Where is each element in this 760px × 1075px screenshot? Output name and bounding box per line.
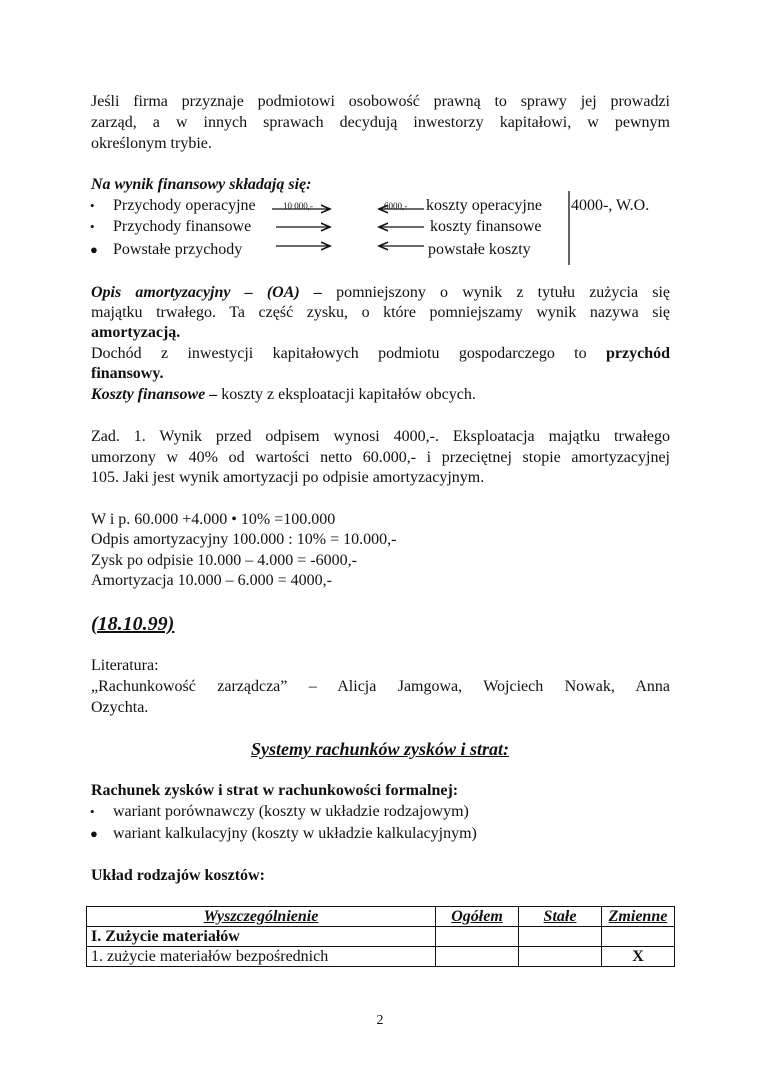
oa-line-1 bbox=[91, 283, 670, 303]
wynik-right-item: koszty operacyjne bbox=[426, 197, 542, 214]
oa-text: pomniejszony o wynik z tytułu zużycia się bbox=[321, 284, 671, 301]
table-cell bbox=[519, 947, 602, 967]
calc-line: Zysk po odpisie 10.000 – 4.000 = -6000,- bbox=[91, 552, 357, 569]
intro-line-1: Jeśli firma przyznaje podmiotowi osobowość prawną to sprawy jej prowadzi bbox=[91, 93, 670, 110]
wynik-right-extra: 4000-, W.O. bbox=[571, 197, 650, 214]
page-number: 2 bbox=[376, 1013, 384, 1028]
table-cell bbox=[602, 927, 675, 947]
dochod-line-1 bbox=[91, 344, 670, 364]
koszty-line bbox=[91, 385, 476, 405]
oa-term: Opis amortyzacyjny – (OA) – bbox=[91, 284, 322, 301]
table-row bbox=[87, 927, 675, 947]
uklad-heading: Układ rodzajów kosztów: bbox=[91, 867, 265, 884]
koszty-term: Koszty finansowe – bbox=[91, 386, 218, 403]
wynik-right-item: powstałe koszty bbox=[428, 241, 531, 258]
table-header-cell: Zmienne bbox=[602, 907, 675, 927]
wynik-left-item: Powstałe przychody bbox=[113, 241, 243, 258]
table-header-cell: Ogółem bbox=[436, 907, 519, 927]
table-cell bbox=[436, 927, 519, 947]
intro-line-2: zarząd, a w innych sprawach decydują inwestorzy kapitałowi, w pewnym bbox=[91, 114, 670, 131]
bullet-icon: • bbox=[90, 198, 95, 213]
table-cell: I. Zużycie materiałów bbox=[87, 927, 436, 947]
oa-term-2: amortyzacją. bbox=[91, 324, 181, 341]
cost-table bbox=[86, 906, 675, 967]
calc-line: Odpis amortyzacyjny 100.000 : 10% = 10.000,- bbox=[91, 531, 397, 548]
intro-line-3: określonym trybie. bbox=[91, 135, 212, 152]
zadanie-line-2: umorzony w 40% od wartości netto 60.000,- i przeciętnej stopie amortyzacyjnej bbox=[91, 449, 670, 466]
date-heading: (18.10.99) bbox=[91, 613, 175, 635]
arrow-label-left: 10 000,- bbox=[283, 201, 313, 211]
literatura-line-2: Ozychta. bbox=[91, 699, 149, 716]
koszty-text: koszty z eksploatacji kapitałów obcych. bbox=[217, 386, 476, 403]
literatura-line-1: „Rachunkowość zarządcza” – Alicja Jamgowa, Wojciech Nowak, Anna bbox=[91, 678, 670, 695]
bullet-icon: • bbox=[90, 804, 95, 819]
calc-line: W i p. 60.000 +4.000 • 10% =100.000 bbox=[91, 511, 336, 528]
zadanie-line-3: 105. Jaki jest wynik amortyzacji po odpisie amortyzacyjnym. bbox=[91, 469, 485, 486]
calc-line: Amortyzacja 10.000 – 6.000 = 4000,- bbox=[91, 572, 332, 589]
rachunek-item: wariant porównawczy (koszty w układzie rodzajowym) bbox=[113, 803, 469, 820]
wynik-left-item: Przychody operacyjne bbox=[113, 197, 256, 214]
wynik-right-item: koszty finansowe bbox=[430, 218, 542, 235]
wynik-left-item: Przychody finansowe bbox=[113, 218, 252, 235]
dochod-line-2: finansowy. bbox=[91, 365, 164, 382]
table-cell: 1. zużycie materiałów bezpośrednich bbox=[87, 947, 436, 967]
table-cell: X bbox=[602, 947, 675, 967]
zadanie-line-1: Zad. 1. Wynik przed odpisem wynosi 4000,-. Eksploatacja majątku trwałego bbox=[91, 428, 670, 445]
table-cell bbox=[519, 927, 602, 947]
dochod-bold: przychód bbox=[606, 345, 670, 362]
arrow-label-right: 6000,- bbox=[384, 201, 408, 211]
rachunek-heading: Rachunek zysków i strat w rachunkowości formalnej: bbox=[91, 782, 459, 799]
bullet-icon: ● bbox=[90, 242, 98, 257]
literatura-label: Literatura: bbox=[91, 657, 159, 674]
rachunek-item: wariant kalkulacyjny (koszty w układzie kalkulacyjnym) bbox=[113, 825, 477, 842]
table-header-row bbox=[87, 907, 675, 927]
table-row bbox=[87, 947, 675, 967]
wynik-heading: Na wynik finansowy składają się: bbox=[91, 176, 312, 193]
table-cell bbox=[436, 947, 519, 967]
section-title: Systemy rachunków zysków i strat: bbox=[250, 739, 510, 759]
table-header-cell: Stałe bbox=[519, 907, 602, 927]
bullet-icon: ● bbox=[90, 826, 98, 841]
oa-line-2: majątku trwałego. Ta część zysku, o które pomniejszamy wynik nazywa się bbox=[91, 304, 670, 321]
table-header-cell: Wyszczególnienie bbox=[87, 907, 436, 927]
dochod-text: Dochód z inwestycji kapitałowych podmiotu gospodarczego to bbox=[91, 345, 606, 362]
arrows-diagram bbox=[0, 0, 760, 300]
bullet-icon: • bbox=[90, 219, 95, 234]
